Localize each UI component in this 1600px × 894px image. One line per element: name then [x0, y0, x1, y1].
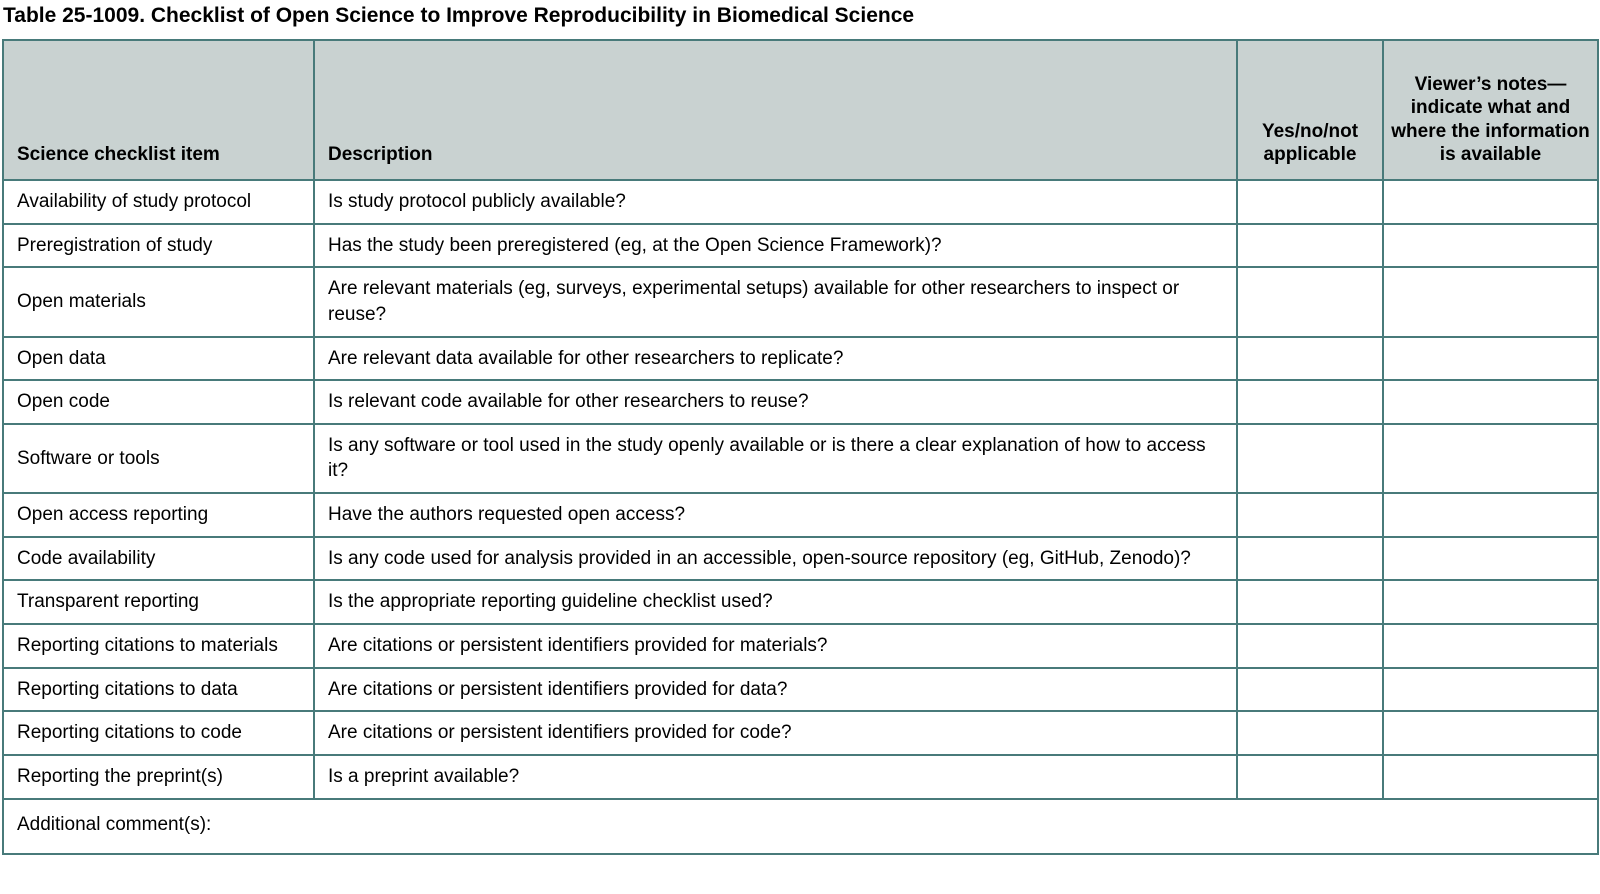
checklist-item-cell: Reporting citations to data: [3, 668, 314, 712]
notes-cell: [1383, 580, 1598, 624]
checklist-item-cell: Open materials: [3, 267, 314, 336]
answer-cell: [1237, 224, 1383, 268]
answer-cell: [1237, 493, 1383, 537]
description-cell: Are relevant materials (eg, surveys, experimental setups) available for other researchers to inspect or reuse?: [314, 267, 1237, 336]
checklist-item-cell: Reporting citations to materials: [3, 624, 314, 668]
table-title: Table 25-1009. Checklist of Open Science to Improve Reproducibility in Biomedical Science: [3, 4, 915, 27]
table-row: [3, 711, 1598, 755]
additional-comments-cell: Additional comment(s):: [3, 799, 1598, 855]
table-header: [3, 40, 1598, 180]
table-row: [3, 668, 1598, 712]
answer-cell: [1237, 424, 1383, 493]
description-cell: Is study protocol publicly available?: [314, 180, 1237, 224]
answer-cell: [1237, 668, 1383, 712]
checklist-item-cell: Reporting the preprint(s): [3, 755, 314, 799]
header-row: [3, 40, 1598, 180]
description-cell: Is relevant code available for other researchers to reuse?: [314, 380, 1237, 424]
description-cell: Are relevant data available for other researchers to replicate?: [314, 337, 1237, 381]
table-row: [3, 424, 1598, 493]
checklist-item-cell: Code availability: [3, 537, 314, 581]
table-row: [3, 493, 1598, 537]
description-cell: Are citations or persistent identifiers provided for materials?: [314, 624, 1237, 668]
answer-cell: [1237, 624, 1383, 668]
notes-cell: [1383, 224, 1598, 268]
answer-cell: [1237, 267, 1383, 336]
description-cell: Is any software or tool used in the study openly available or is there a clear explanation of how to access it?: [314, 424, 1237, 493]
description-cell: Is the appropriate reporting guideline checklist used?: [314, 580, 1237, 624]
notes-cell: [1383, 624, 1598, 668]
notes-cell: [1383, 267, 1598, 336]
table-row: [3, 380, 1598, 424]
description-cell: Have the authors requested open access?: [314, 493, 1237, 537]
notes-cell: [1383, 424, 1598, 493]
checklist-item-cell: Transparent reporting: [3, 580, 314, 624]
notes-cell: [1383, 380, 1598, 424]
checklist-item-cell: Availability of study protocol: [3, 180, 314, 224]
checklist-table: [2, 39, 1599, 855]
answer-cell: [1237, 337, 1383, 381]
column-header-yes-no-applicable: Yes/no/not applicable: [1237, 40, 1383, 180]
table-row: [3, 267, 1598, 336]
notes-cell: [1383, 755, 1598, 799]
answer-cell: [1237, 380, 1383, 424]
answer-cell: [1237, 711, 1383, 755]
description-cell: Has the study been preregistered (eg, at the Open Science Framework)?: [314, 224, 1237, 268]
table-body: [3, 180, 1598, 854]
description-cell: Are citations or persistent identifiers provided for data?: [314, 668, 1237, 712]
checklist-item-cell: Reporting citations to code: [3, 711, 314, 755]
description-cell: Are citations or persistent identifiers provided for code?: [314, 711, 1237, 755]
column-header-description: Description: [314, 40, 1237, 180]
table-row: [3, 224, 1598, 268]
checklist-item-cell: Open code: [3, 380, 314, 424]
notes-cell: [1383, 711, 1598, 755]
notes-cell: [1383, 493, 1598, 537]
notes-cell: [1383, 537, 1598, 581]
checklist-item-cell: Software or tools: [3, 424, 314, 493]
answer-cell: [1237, 180, 1383, 224]
checklist-item-cell: Open data: [3, 337, 314, 381]
notes-cell: [1383, 180, 1598, 224]
notes-cell: [1383, 337, 1598, 381]
answer-cell: [1237, 755, 1383, 799]
checklist-item-cell: Open access reporting: [3, 493, 314, 537]
table-row: [3, 580, 1598, 624]
answer-cell: [1237, 537, 1383, 581]
table-row: [3, 180, 1598, 224]
answer-cell: [1237, 580, 1383, 624]
notes-cell: [1383, 668, 1598, 712]
column-header-viewers-notes: Viewer’s notes—indicate what and where the information is available: [1383, 40, 1598, 180]
table-row: [3, 624, 1598, 668]
table-row: [3, 337, 1598, 381]
column-header-science-checklist-item: Science checklist item: [3, 40, 314, 180]
table-row: [3, 755, 1598, 799]
description-cell: Is any code used for analysis provided in an accessible, open-source repository (eg, GitHub, Zenodo)?: [314, 537, 1237, 581]
description-cell: Is a preprint available?: [314, 755, 1237, 799]
checklist-item-cell: Preregistration of study: [3, 224, 314, 268]
table-row: [3, 537, 1598, 581]
additional-comments-row: [3, 799, 1598, 855]
